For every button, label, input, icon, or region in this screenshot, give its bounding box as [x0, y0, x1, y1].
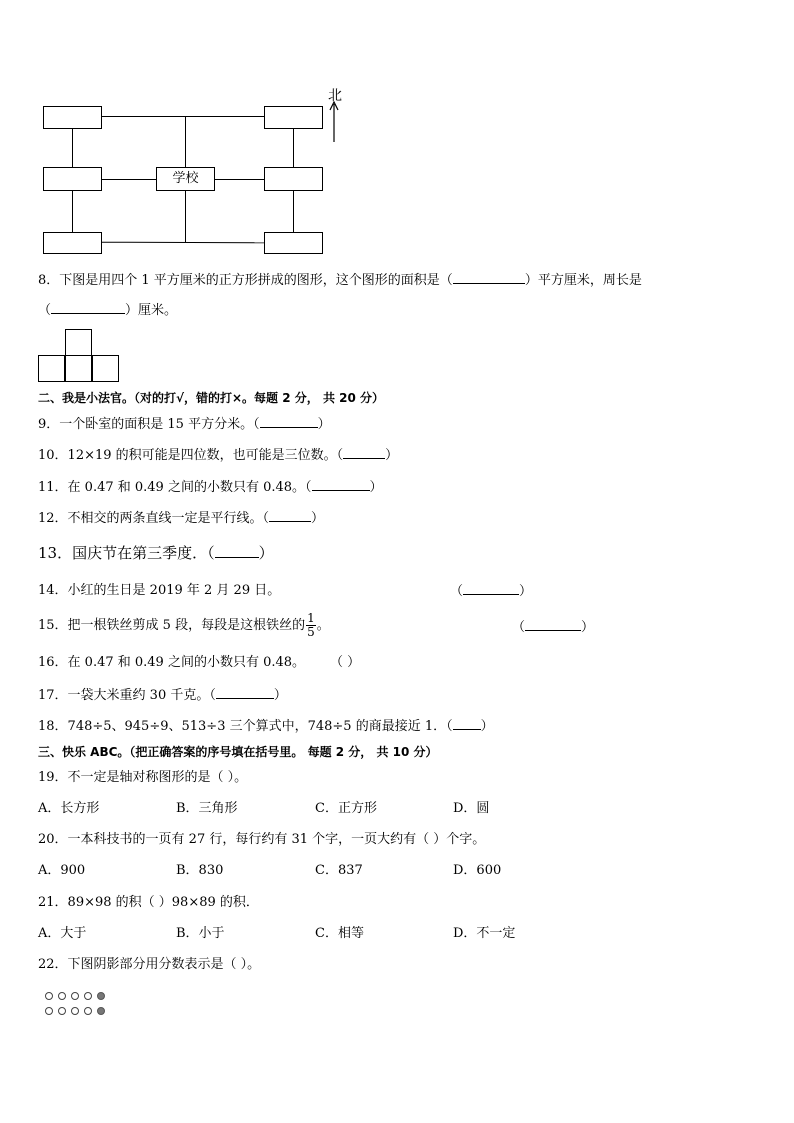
- question-10: 10．12×19 的积可能是四位数，也可能是三位数。（ ）: [38, 448, 399, 463]
- map-box-bottom-left: [43, 232, 102, 254]
- dot-circle: [58, 1007, 66, 1015]
- north-arrow-icon: [328, 101, 340, 143]
- question-8-line1: 8．下图是用四个 1 平方厘米的正方形拼成的图形，这个图形的面积是（ ）平方厘米，周长是: [38, 273, 642, 288]
- dot-circle: [84, 1007, 92, 1015]
- q19-option-d[interactable]: D．圆: [453, 801, 490, 816]
- answer-blank-10[interactable]: [343, 447, 385, 459]
- map-road-middle-left: [102, 179, 156, 180]
- question-11: 11．在 0.47 和 0.49 之间的小数只有 0.48。（ ）: [38, 480, 383, 495]
- q21-option-d[interactable]: D．不一定: [453, 926, 516, 941]
- dot-circle: [71, 1007, 79, 1015]
- question-21: 21．89×98 的积（ ）98×89 的积．: [38, 895, 259, 910]
- question-18: 18．748÷5、945÷9、513÷3 三个算式中，748÷5 的商最接近 1．（ ）: [38, 719, 494, 734]
- square-bottom-left: [38, 355, 65, 382]
- q19-option-c[interactable]: C．正方形: [315, 801, 377, 816]
- q20-option-d[interactable]: D．600: [453, 863, 502, 878]
- map-box-top-left: [43, 106, 102, 129]
- dot-circle: [97, 1007, 105, 1015]
- dot-circle: [71, 992, 79, 1000]
- question-16: 16．在 0.47 和 0.49 之间的小数只有 0.48。: [38, 655, 306, 670]
- map-road-bottom: [102, 242, 264, 244]
- square-top: [65, 329, 92, 356]
- map-box-school: [156, 167, 215, 191]
- map-road-left-lower: [72, 191, 73, 232]
- question-8-line2: （ ）厘米。: [38, 303, 178, 318]
- q20-option-c[interactable]: C．837: [315, 863, 363, 878]
- map-box-bottom-right: [264, 232, 323, 254]
- fraction-one-fifth: $\frac{1}{5}$: [307, 611, 315, 639]
- map-road-left: [72, 129, 73, 167]
- q20-option-a[interactable]: A．900: [38, 863, 86, 878]
- map-road-middle-right: [215, 179, 264, 180]
- question-9: 9．一个卧室的面积是 15 平方分米。（ ）: [38, 417, 331, 432]
- map-box-middle-right: [264, 167, 323, 191]
- question-22: 22．下图阴影部分用分数表示是（ ）。: [38, 957, 261, 972]
- answer-blank-12[interactable]: [269, 510, 311, 522]
- square-bottom-right: [92, 355, 119, 382]
- question-17: 17．一袋大米重约 30 千克。（ ）: [38, 688, 287, 703]
- question-20: 20．一本科技书的一页有 27 行，每行约有 31 个字，一页大约有（ ）个字。: [38, 832, 486, 847]
- question-12: 12．不相交的两条直线一定是平行线。（ ）: [38, 511, 325, 526]
- question-14-bracket: （ ）: [450, 584, 533, 599]
- question-13: 13．国庆节在第三季度．（ ）: [38, 544, 274, 562]
- answer-blank-17[interactable]: [216, 687, 274, 699]
- answer-blank-8b[interactable]: [51, 302, 125, 314]
- map-box-top-right: [264, 106, 323, 129]
- q20-option-b[interactable]: B．830: [176, 863, 224, 878]
- answer-blank-14[interactable]: [463, 583, 519, 595]
- q21-option-b[interactable]: B．小于: [176, 926, 225, 941]
- question-15: 15．把一根铁丝剪成 5 段，每段是这根铁丝的 $\frac{1}{5}$ 。: [38, 611, 330, 639]
- q19-option-a[interactable]: A．长方形: [38, 801, 100, 816]
- dot-circle: [58, 992, 66, 1000]
- section-2-heading: 二、我是小法官。（对的打√，错的打×。每题 2 分， 共 20 分）: [38, 391, 384, 405]
- section-3-heading: 三、快乐 ABC。（把正确答案的序号填在括号里。 每题 2 分， 共 10 分）: [38, 745, 438, 759]
- square-bottom-middle: [65, 355, 92, 382]
- dot-circle: [45, 1007, 53, 1015]
- map-road-right-lower: [293, 191, 294, 232]
- q21-option-c[interactable]: C．相等: [315, 926, 364, 941]
- map-road-right: [293, 129, 294, 167]
- question-15-bracket: （ ）: [512, 620, 595, 635]
- map-road-top: [102, 116, 264, 117]
- dot-circle: [45, 992, 53, 1000]
- question-16-bracket[interactable]: （ ）: [330, 655, 361, 670]
- dot-circle: [84, 992, 92, 1000]
- q21-option-a[interactable]: A．大于: [38, 926, 87, 941]
- answer-blank-13[interactable]: [215, 546, 259, 558]
- answer-blank-15[interactable]: [525, 619, 581, 631]
- answer-blank-9[interactable]: [260, 416, 318, 428]
- answer-blank-8a[interactable]: [453, 272, 525, 284]
- q19-option-b[interactable]: B．三角形: [176, 801, 238, 816]
- question-19: 19．不一定是轴对称图形的是（ ）。: [38, 770, 248, 785]
- answer-blank-18[interactable]: [453, 718, 481, 730]
- dot-circle: [97, 992, 105, 1000]
- answer-blank-11[interactable]: [312, 479, 370, 491]
- north-label: 北: [328, 88, 342, 104]
- map-box-middle-left: [43, 167, 102, 191]
- school-label: 学校: [172, 171, 199, 186]
- question-14: 14．小红的生日是 2019 年 2 月 29 日。: [38, 583, 281, 598]
